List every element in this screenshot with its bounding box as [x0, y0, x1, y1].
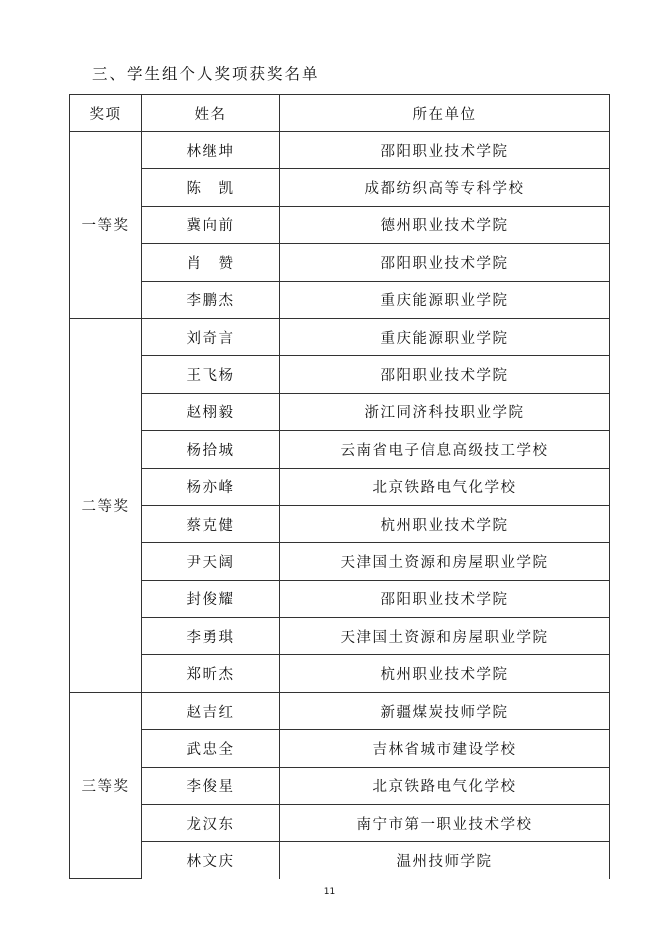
table-row	[70, 393, 610, 430]
table-row	[70, 618, 610, 655]
name-cell: 封俊耀	[142, 580, 280, 617]
name-cell: 赵栩毅	[142, 393, 280, 430]
unit-cell: 吉林省城市建设学校	[280, 730, 610, 767]
table-row	[70, 206, 610, 243]
unit-cell: 南宁市第一职业技术学校	[280, 805, 610, 842]
table-row	[70, 580, 610, 617]
table-row	[70, 505, 610, 542]
award-cell-first: 一等奖	[70, 132, 142, 319]
name-cell: 林继坤	[142, 132, 280, 169]
name-cell: 武忠全	[142, 730, 280, 767]
table-row	[70, 281, 610, 318]
unit-cell: 邵阳职业技术学院	[280, 580, 610, 617]
table-row	[70, 356, 610, 393]
name-cell: 蔡克健	[142, 505, 280, 542]
section-title: 三、学生组个人奖项获奖名单	[92, 65, 320, 83]
table-row	[70, 543, 610, 580]
header-name: 姓名	[142, 95, 280, 132]
name-cell: 李勇琪	[142, 618, 280, 655]
header-unit: 所在单位	[280, 95, 610, 132]
unit-cell: 邵阳职业技术学院	[280, 356, 610, 393]
table-row	[70, 805, 610, 842]
unit-cell: 邵阳职业技术学院	[280, 244, 610, 281]
name-cell: 赵吉红	[142, 692, 280, 729]
unit-cell: 邵阳职业技术学院	[280, 132, 610, 169]
unit-cell: 成都纺织高等专科学校	[280, 169, 610, 206]
name-cell: 龙汉东	[142, 805, 280, 842]
table-row	[70, 318, 610, 355]
award-winners-table	[69, 94, 610, 879]
header-award: 奖项	[70, 95, 142, 132]
table-header-row	[70, 95, 610, 132]
unit-cell: 云南省电子信息高级技工学校	[280, 431, 610, 468]
name-cell: 冀向前	[142, 206, 280, 243]
unit-cell: 北京铁路电气化学校	[280, 468, 610, 505]
name-cell: 杨亦峰	[142, 468, 280, 505]
unit-cell: 杭州职业技术学院	[280, 655, 610, 692]
unit-cell: 杭州职业技术学院	[280, 505, 610, 542]
table-row	[70, 842, 610, 879]
name-cell: 李俊星	[142, 767, 280, 804]
table-row	[70, 767, 610, 804]
award-cell-second: 二等奖	[70, 318, 142, 692]
table-row	[70, 169, 610, 206]
unit-cell: 温州技师学院	[280, 842, 610, 879]
unit-cell: 德州职业技术学院	[280, 206, 610, 243]
table-row	[70, 468, 610, 505]
page-number: 11	[323, 887, 336, 897]
name-cell: 王飞杨	[142, 356, 280, 393]
award-cell-third: 三等奖	[70, 692, 142, 878]
table-row	[70, 244, 610, 281]
table-row	[70, 655, 610, 692]
unit-cell: 天津国土资源和房屋职业学院	[280, 618, 610, 655]
unit-cell: 浙江同济科技职业学院	[280, 393, 610, 430]
name-cell: 李鹏杰	[142, 281, 280, 318]
name-cell: 肖 赞	[142, 244, 280, 281]
name-cell: 陈 凯	[142, 169, 280, 206]
name-cell: 林文庆	[142, 842, 280, 879]
table-row	[70, 431, 610, 468]
unit-cell: 重庆能源职业学院	[280, 318, 610, 355]
name-cell: 尹天阔	[142, 543, 280, 580]
table-row	[70, 730, 610, 767]
name-cell: 刘奇言	[142, 318, 280, 355]
unit-cell: 天津国土资源和房屋职业学院	[280, 543, 610, 580]
unit-cell: 北京铁路电气化学校	[280, 767, 610, 804]
unit-cell: 重庆能源职业学院	[280, 281, 610, 318]
unit-cell: 新疆煤炭技师学院	[280, 692, 610, 729]
name-cell: 杨拾城	[142, 431, 280, 468]
table-row	[70, 132, 610, 169]
name-cell: 郑昕杰	[142, 655, 280, 692]
table-row	[70, 692, 610, 729]
